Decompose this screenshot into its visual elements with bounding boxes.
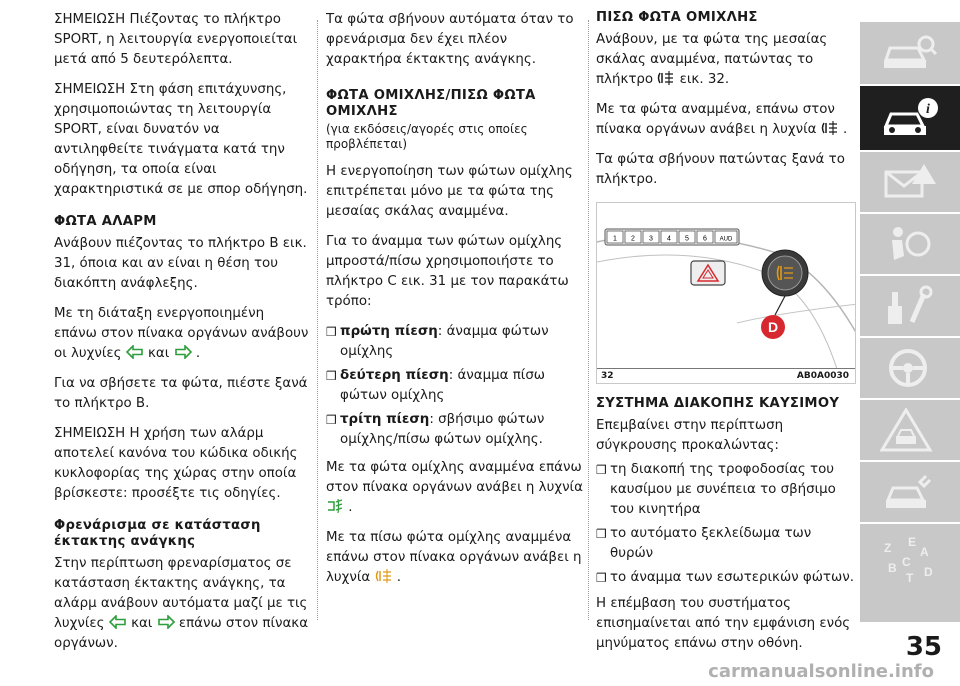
key-label: AUD (719, 236, 733, 243)
list-item: ❒ το άναμμα των εσωτερικών φώτων. (596, 568, 856, 588)
hazard-paragraph-2: Με τη διάταξη ενεργοποιημένη επάνω στον πίνακα οργάνων ανάβουν οι λυχνίες και . (54, 306, 309, 361)
checkbox-bullet-icon: ❒ (596, 527, 607, 541)
turn-right-indicator-icon (174, 345, 192, 359)
fog-paragraph-3: Με τα φώτα ομίχλης αναμμένα επάνω στον πίνακα οργάνων ανάβει η λυχνία . (326, 460, 583, 515)
checkbox-bullet-icon: ❒ (596, 463, 607, 477)
checkbox-bullet-icon: ❒ (326, 369, 337, 383)
fog-paragraph-4: Με τα πίσω φώτα ομίχλης αναμμένα επάνω στον πίνακα οργάνων ανάβει η λυχνία . (326, 530, 582, 585)
rear-fog-light-icon (821, 121, 839, 135)
front-fog-light-icon (326, 499, 344, 513)
alphabet-index-icon (880, 532, 940, 588)
column-1 (54, 10, 310, 664)
svg-text:D: D (924, 565, 933, 579)
tab-safety[interactable] (860, 212, 960, 274)
heading-rear-fog-lights: ΠΙΣΩ ΦΩΤΑ ΟΜΙΧΛΗΣ (596, 10, 758, 25)
column-separator (317, 20, 318, 620)
note-sport-jerks: ΣΗΜΕΙΩΣΗ Στη φάση επιτάχυνσης, χρησιμοποιώντας τη λειτουργία SPORT, είναι δυνατόν να αντιληφθείτε τινάγματα κατά την οδήγηση, τα οποία είναι χαρακτηριστικά σε με σπορ οδήγηση. (54, 82, 308, 197)
hazard-paragraph-1: Ανάβουν πιέζοντας το πλήκτρο B εικ. 31, όποια και αν είναι η θέση του διακόπτη ανάφλεξης. (54, 236, 307, 291)
rear-fog-light-button (762, 250, 808, 296)
car-search-icon (880, 30, 940, 74)
watermark: carmanualsonline.info (708, 661, 934, 682)
column-3 (596, 10, 856, 664)
fog-lights-subtitle: (για εκδόσεις/αγορές στις οποίες προβλέπεται) (326, 122, 528, 151)
chapter-sidebar (860, 22, 960, 622)
dashboard-illustration (597, 203, 855, 369)
figure-caption (597, 368, 855, 383)
checkbox-bullet-icon: ❒ (326, 325, 337, 339)
note-sport-delay: ΣΗΜΕΙΩΣΗ Πιέζοντας το πλήκτρο SPORT, η λειτουργία ενεργοποιείται μετά από 5 δευτερόλεπτα. (54, 12, 298, 67)
rear-fog-paragraph-2: Με τα φώτα αναμμένα, επάνω στον πίνακα οργάνων ανάβει η λυχνία . (596, 102, 848, 137)
figure-number: 32 (601, 371, 614, 381)
radio-preset-keys (605, 229, 739, 245)
checkbox-bullet-icon: ❒ (596, 571, 607, 585)
tab-vehicle-knowledge[interactable] (860, 22, 960, 82)
fog-paragraph-2: Για το άναμμα των φώτων ομίχλης μπροστά/πίσω χρησιμοποιήστε το πλήκτρο C εικ. 31 με τον παρακάτω τρόπο: (326, 234, 569, 309)
heading-hazard-lights: ΦΩΤΑ ΑΛΑΡΜ (54, 214, 157, 229)
list-item: ❒ δεύτερη πίεση: άναμμα πίσω φώτων ομίχλης (326, 366, 584, 406)
fog-paragraph-1: Η ενεργοποίηση των φώτων ομίχλης επιτρέπεται μόνο με τα φώτα της μεσαίας σκάλας αναμμένα. (326, 164, 573, 219)
callout-d (761, 315, 785, 339)
rear-fog-light-icon (375, 569, 393, 583)
rear-fog-paragraph-1: Ανάβουν, με τα φώτα της μεσαίας σκάλας αναμμένα, πατώντας το πλήκτρο εικ. 32. (596, 32, 828, 87)
lights-off-paragraph: Τα φώτα σβήνουν αυτόματα όταν το φρενάρισμα δεν έχει πλέον χαρακτήρα έκτακτης ανάγκης. (326, 12, 574, 67)
svg-text:E: E (908, 535, 917, 549)
turn-right-indicator-icon (157, 615, 175, 629)
figure-32-dashboard-button (596, 202, 856, 384)
svg-text:Z: Z (884, 541, 892, 555)
key-label: 6 (703, 235, 707, 243)
car-maintenance-icon (880, 470, 940, 514)
car-info-icon (880, 94, 944, 142)
page-number: 35 (905, 632, 942, 662)
svg-text:A: A (920, 545, 929, 559)
tab-index[interactable] (860, 522, 960, 584)
warning-car-icon (880, 408, 940, 452)
tab-starting-driving[interactable] (860, 274, 960, 336)
figure-code: AB0A0030 (796, 371, 849, 381)
heading-fuel-cutoff: ΣΥΣΤΗΜΑ ΔΙΑΚΟΠΗΣ ΚΑΥΣΙΜΟΥ (596, 396, 840, 411)
key-label: 4 (667, 235, 671, 243)
tab-emergency[interactable] (860, 398, 960, 460)
svg-text:i: i (926, 102, 930, 117)
fuel-cutoff-signal: Η επέμβαση του συστήματος επισημαίνεται από την εμφάνιση ενός μηνύματος επάνω στην οθόνη. (596, 596, 851, 651)
list-item: ❒ το αυτόματο ξεκλείδωμα των θυρών (596, 524, 856, 564)
heading-emergency-braking: Φρενάρισμα σε κατάσταση έκτακτης ανάγκης (54, 518, 261, 549)
heading-fog-lights: ΦΩΤΑ ΟΜΙΧΛΗΣ/ΠΙΣΩ ΦΩΤΑ ΟΜΙΧΛΗΣ (326, 88, 536, 119)
warning-mail-icon (880, 160, 940, 204)
tab-maintenance[interactable] (860, 460, 960, 522)
hazard-button (691, 261, 725, 285)
tab-warning-lights[interactable] (860, 150, 960, 212)
list-item: ❒ τη διακοπή της τροφοδοσίας του καυσίμου με συνέπεια το σβήσιμο του κινητήρα (596, 460, 856, 520)
key-label: 3 (649, 235, 653, 243)
column-separator (588, 20, 589, 620)
svg-text:B: B (888, 561, 897, 575)
rear-fog-paragraph-3: Τα φώτα σβήνουν πατώντας ξανά το πλήκτρο. (596, 152, 845, 187)
rear-fog-light-icon (657, 71, 675, 85)
key-label: 2 (631, 235, 635, 243)
fuel-cutoff-intro: Επεμβαίνει στην περίπτωση σύγκρουσης προκαλώντας: (596, 418, 784, 453)
checkbox-bullet-icon: ❒ (326, 413, 337, 427)
list-item: ❒ τρίτη πίεση: σβήσιμο φώτων ομίχλης/πίσω φώτων ομίχλης. (326, 410, 584, 450)
turn-left-indicator-icon (109, 615, 127, 629)
column-2 (326, 10, 584, 598)
list-item: ❒ πρώτη πίεση: άναμμα φώτων ομίχλης (326, 322, 584, 362)
steering-wheel-icon (880, 346, 940, 390)
tools-icon (880, 284, 940, 328)
key-label: 5 (685, 235, 689, 243)
airbag-icon (880, 222, 940, 266)
svg-text:D: D (767, 319, 779, 335)
svg-text:T: T (906, 571, 914, 585)
note-hazard-law: ΣΗΜΕΙΩΣΗ Η χρήση των αλάρμ αποτελεί κανόνα του κώδικα οδικής κυκλοφορίας της χώρας στην οποία βρίσκεστε: προσέξτε τις οδηγίες. (54, 426, 298, 501)
tab-steering[interactable] (860, 336, 960, 398)
tab-dashboard-info[interactable] (860, 84, 960, 150)
key-label: 1 (613, 235, 617, 243)
emergency-braking-paragraph: Στην περίπτωση φρεναρίσματος σε κατάσταση έκτακτης ανάγκης, τα αλάρμ ανάβουν αυτόματα μαζί με τις λυχνίες και επάνω στον πίνακα οργάνων. (54, 556, 309, 651)
turn-left-indicator-icon (126, 345, 144, 359)
hazard-paragraph-3: Για να σβήσετε τα φώτα, πιέστε ξανά το πλήκτρο B. (54, 376, 308, 411)
svg-text:C: C (902, 555, 911, 569)
